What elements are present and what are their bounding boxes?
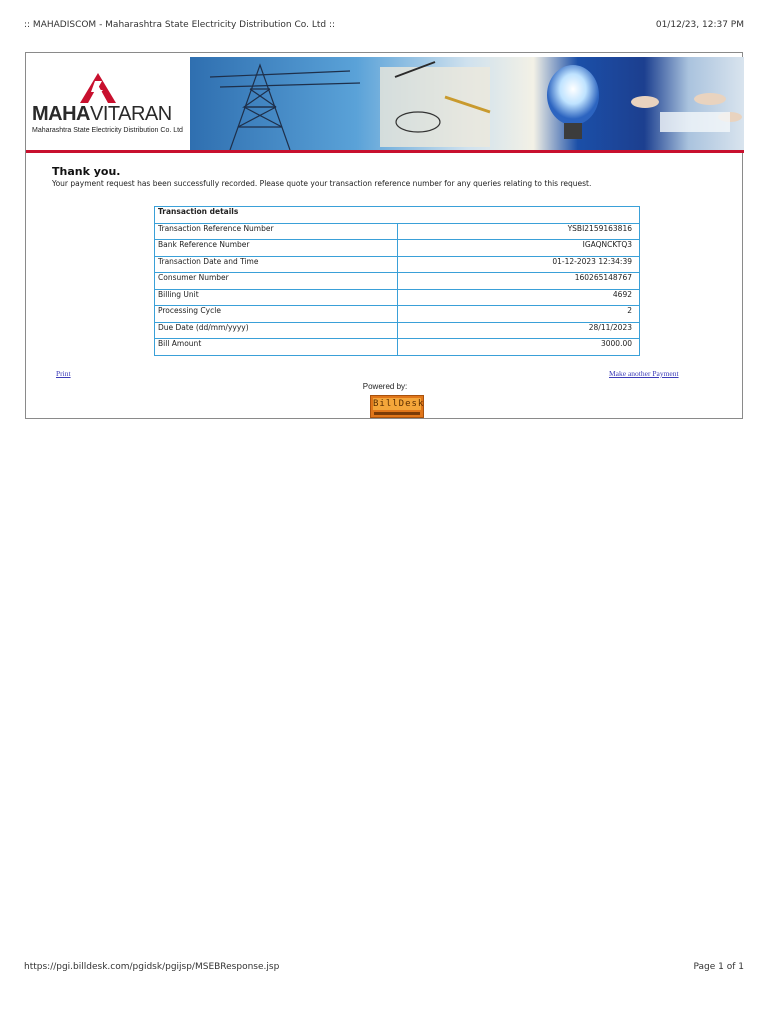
row-label: Bill Amount [155,339,398,356]
table-row [155,339,640,356]
thank-you-heading: Thank you. [52,165,121,178]
row-label: Processing Cycle [155,306,398,323]
print-header [24,20,744,32]
table-row [155,289,640,306]
billing-unit-value: 4692 [398,289,640,306]
billdesk-tagline-bar [374,412,420,415]
banner-divider [26,150,744,153]
table-row [155,273,640,290]
logo-maha: MAHA [32,103,90,125]
logo-vitaran: VITARAN [90,103,172,125]
row-label: Bank Reference Number [155,240,398,257]
billdesk-logo [370,395,424,418]
table-row [155,306,640,323]
row-label: Transaction Reference Number [155,223,398,240]
processing-cycle-value: 2 [398,306,640,323]
table-header: Transaction details [155,207,640,224]
print-url: https://pgi.billdesk.com/pgidsk/pgijsp/MSEBResponse.jsp [24,962,280,972]
make-another-payment-link[interactable]: Make another Payment [609,369,679,378]
table-row [155,223,640,240]
print-link[interactable]: Print [56,369,71,378]
table-row [155,240,640,257]
page-number: Page 1 of 1 [693,962,744,972]
banner-image [190,57,744,150]
row-label: Consumer Number [155,273,398,290]
banner [26,53,744,153]
confirmation-message: Your payment request has been successfully recorded. Please quote your transaction reference number for any queries relating to this request. [52,179,592,188]
table-row [155,322,640,339]
print-datetime: 01/12/23, 12:37 PM [655,20,744,30]
lightning-logo-icon [78,71,118,105]
table-row [155,256,640,273]
row-label: Due Date (dd/mm/yyyy) [155,322,398,339]
logo-subtitle: Maharashtra State Electricity Distribution Co. Ltd [32,127,183,134]
bank-reference-value: IGAQNCKTQ3 [398,240,640,257]
row-label: Transaction Date and Time [155,256,398,273]
transaction-reference-value: YSBI2159163816 [398,223,640,240]
bill-amount-value: 3000.00 [398,339,640,356]
transaction-datetime-value: 01-12-2023 12:34:39 [398,256,640,273]
response-frame [25,52,743,419]
logo-wordmark [32,103,172,125]
row-label: Billing Unit [155,289,398,306]
consumer-number-value: 160265148767 [398,273,640,290]
table-header-row [155,207,640,224]
billdesk-logo-text: BillDesk [373,399,425,409]
transaction-details-table [154,206,640,356]
print-page-title: :: MAHADISCOM - Maharashtra State Electricity Distribution Co. Ltd :: [24,20,336,30]
powered-by-label: Powered by: [362,382,408,391]
due-date-value: 28/11/2023 [398,322,640,339]
mahavitaran-logo [26,53,190,150]
print-footer [24,962,744,974]
